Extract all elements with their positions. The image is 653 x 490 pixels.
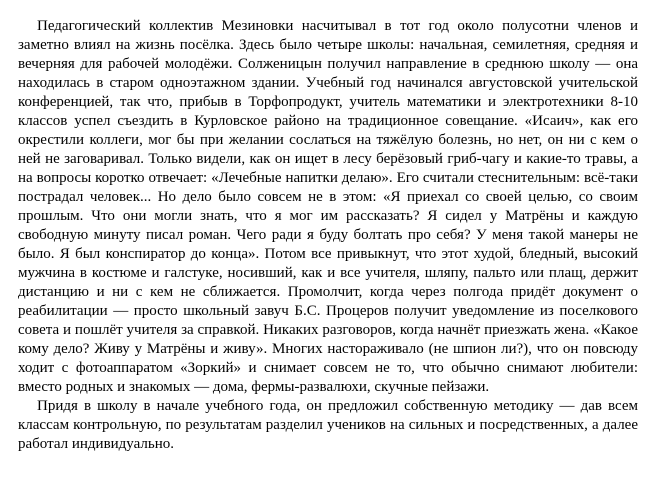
paragraph-1: Педагогический коллектив Мезиновки насчитывал в тот год около полусотни членов и заметно влиял на жизнь посёлка. Здесь было четыре школы: начальная, семилетняя, средняя и вечерняя для рабочей молодёжи. Солженицын получил направление в среднюю школу — она находилась в старом одноэтажном здании. Учебный год начинался августовской учительской конференцией, так что, прибыв в Торфопродукт, учитель математики и электротехники 8-10 классов успел съездить в Курловское районо на традиционное совещание. «Исаич», как его окрестили коллеги, мог бы при желании сослаться на тяжёлую болезнь, но нет, он ни с кем о ней не заговаривал. Только видели, как он ищет в лесу берёзовый гриб-чагу и какие-то травы, а на вопросы коротко отвечает: «Лечебные напитки делаю». Его считали стеснительным: всё-таки пострадал человек... Но дело было совсем не в этом: «Я приехал со своей целью, со своим прошлым. Что они могли знать, что я мог им рассказать? Я сидел у Матрёны и каждую свободную минуту писал роман. Чего ради я буду болтать про себя? У меня такой манеры не было. Я был конспиратор до конца». Потом все привыкнут, что этот худой, бледный, высокий мужчина в костюме и галстуке, носивший, как и все учителя, шляпу, пальто или плащ, держит дистанцию и ни с кем не сближается. Промолчит, когда через полгода придёт документ о реабилитации — просто школьный завуч Б.С. Процеров получит уведомление из поселкового совета и пошлёт учителя за справкой. Никаких разговоров, когда начнёт приезжать жена. «Какое кому дело? Живу у Матрёны и живу». Многих настораживало (не шпион ли?), что он повсюду ходит с фотоаппаратом «Зоркий» и снимает совсем не то, что обычно снимают любители: вместо родных и знакомых — дома, фермы-развалюхи, скучные пейзажи. [18,18,638,395]
paragraph-2: Придя в школу в начале учебного года, он предложил собственную методику — дав всем классам контрольную, по результатам разделил учеников на сильных и посредственных, а далее работал индивидуально. [18,398,638,452]
